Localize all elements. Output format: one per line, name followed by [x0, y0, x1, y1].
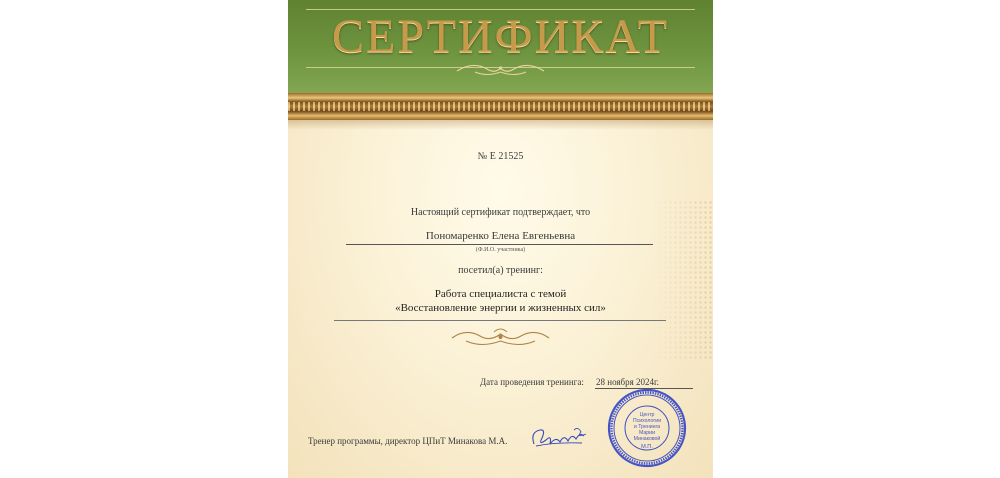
stamp-line-2: Психологии: [632, 418, 662, 424]
decorative-dots: [653, 200, 713, 360]
course-title-line2: «Восстановление энергии и жизненных сил»: [395, 302, 606, 314]
flourish-ornament-icon: [448, 326, 553, 350]
trainer-text: Тренер программы, директор ЦПиТ Минакова М.А.: [308, 436, 508, 446]
stamp-line-3: и Тренинга: [633, 424, 661, 430]
band-pattern: [288, 102, 713, 111]
stamp-mp: М.П.: [641, 444, 653, 450]
certificate-title: СЕРТИФИКАТ: [332, 10, 669, 63]
confirm-text: Настоящий сертификат подтверждает, что: [410, 207, 591, 218]
stamp-line-1: Центр: [639, 412, 655, 418]
fio-caption: (Ф.И.О. участника): [475, 247, 526, 253]
date-value: 28 ноября 2024г.: [596, 377, 659, 387]
header-flourish-icon: [453, 59, 548, 79]
band-shadow: [288, 120, 713, 130]
signature: [526, 424, 590, 452]
participant-name: Пономаренко Елена Евгеньевна: [425, 230, 576, 242]
name-underline: [346, 244, 653, 245]
official-stamp: [606, 388, 688, 468]
certificate-number: № Е 21525: [477, 151, 524, 162]
attended-text: посетил(а) тренинг:: [458, 265, 543, 276]
certificate: [288, 0, 713, 478]
certificate-header: [288, 0, 713, 93]
course-title-line1: Работа специалиста с темой: [434, 288, 567, 300]
course-underline: [334, 320, 666, 321]
stamp-line-5: Минаковой: [633, 436, 661, 442]
stamp-line-4: Марии: [639, 430, 655, 436]
gold-ornament-band: [288, 93, 713, 120]
header-rule-bottom: [306, 67, 695, 68]
date-label: Дата проведения тренинга:: [480, 377, 584, 387]
